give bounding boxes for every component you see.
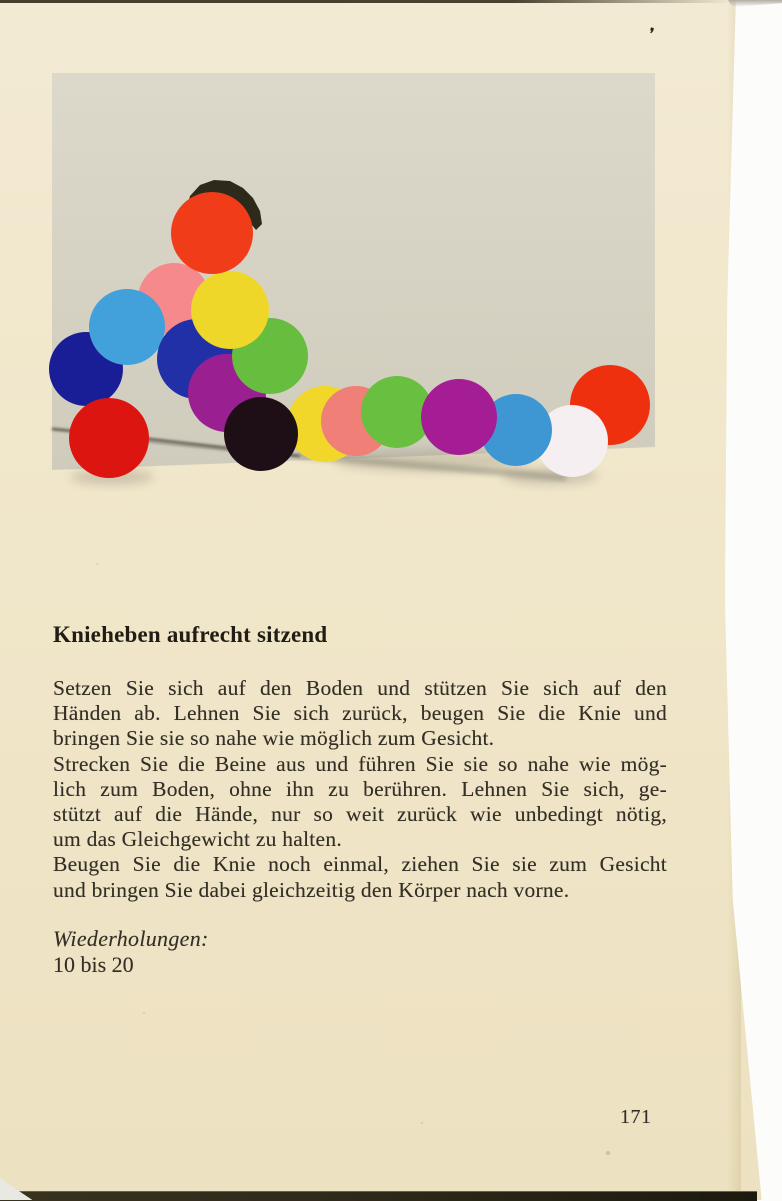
repetitions-label: Wiederholungen: [53,926,209,951]
body-line: Strecken Sie die Beine aus und führen Sie sie so nahe wie mög- [53,751,667,776]
body-line: Beugen Sie die Knie noch einmal, ziehen Sie sie zum Gesicht [53,852,667,877]
scan-corner-sliver [728,0,782,7]
ink-mark: ❜ [645,24,656,46]
paper-dot-yellow-1 [191,271,269,349]
paper-dot-light-blue-1 [89,289,165,365]
body-line: stützt auf die Hände, nur so weit zurück wie unbedingt nötig, [53,802,667,827]
exercise-title: Knieheben aufrecht sitzend [53,622,328,647]
scan-top-edge [0,0,733,3]
body-line: um das Gleichgewicht zu halten. [53,827,342,852]
exercise-photo-collage [40,58,690,505]
body-line: Händen ab. Lehnen Sie sich zurück, beugen Sie die Knie und [53,701,667,726]
paper-dot-red-1 [69,398,149,478]
paper-dot-magenta [421,379,497,455]
paper-specks [0,0,2,2]
exercise-instructions [53,676,667,903]
body-line: und bringen Sie dabei gleichzeitig den Körper nach vorne. [53,877,570,902]
repetitions-block [53,926,453,977]
page-number: 171 [620,1106,652,1128]
body-line: Setzen Sie sich auf den Boden und stützen Sie sich auf den [53,676,667,700]
body-line: lich zum Boden, ohne ihn zu berühren. Lehnen Sie sich, ge- [53,776,667,801]
repetitions-value: 10 bis 20 [53,951,134,977]
paper-dot-black [224,397,298,471]
paper-dot-orange-red-head [171,192,253,274]
body-line: bringen Sie sie so nahe wie möglich zum Gesicht. [53,726,495,751]
